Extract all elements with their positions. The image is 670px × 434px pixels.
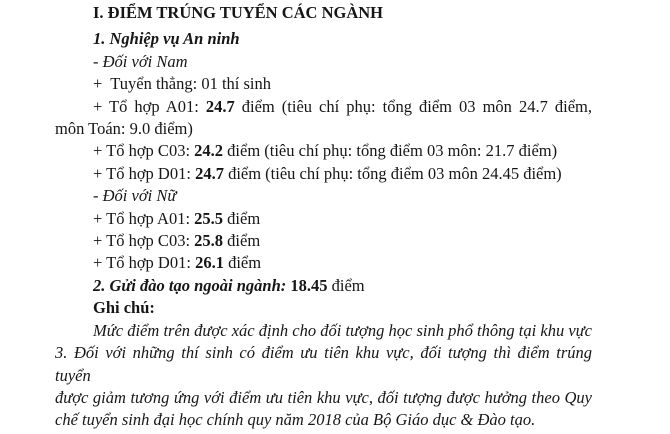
male-a01-line-1: [55, 96, 592, 118]
combo-prefix: + Tổ hợp D01:: [93, 163, 196, 183]
score-value: 24.7: [195, 163, 224, 183]
male-d01-line: [55, 163, 592, 185]
notes-heading: Ghi chú:: [93, 298, 155, 318]
combo-prefix: + Tổ hợp A01:: [93, 96, 206, 116]
combo-prefix: + Tổ hợp D01:: [93, 253, 196, 273]
line-suffix: điểm: [223, 253, 262, 273]
line-suffix: điểm: [223, 208, 261, 228]
section-2-heading: 2. Gửi đào tạo ngoài ngành:: [93, 275, 291, 295]
combo-prefix: + Tổ hợp C03:: [93, 141, 195, 161]
notes-line-3: được giảm tương ứng với điểm ưu tiên khu vực, đối tượng được hưởng theo Quy: [55, 387, 592, 407]
line-suffix: điểm: [327, 275, 365, 295]
male-c03-line: [55, 140, 592, 162]
female-c03-line: [55, 230, 592, 252]
female-a01-line: [55, 208, 592, 230]
score-value: 26.1: [195, 253, 224, 273]
combo-prefix: + Tổ hợp C03:: [93, 231, 195, 251]
score-value: 18.45: [290, 275, 328, 295]
notes-line-1: Mức điểm trên được xác định cho đối tượng học sinh phổ thông tại khu vực: [93, 320, 592, 340]
section-1-heading: 1. Nghiệp vụ An ninh: [93, 29, 240, 49]
score-value: 24.2: [194, 141, 224, 161]
line-suffix: điểm: [223, 231, 261, 251]
section-2-line: [55, 275, 592, 297]
line-suffix: điểm (tiêu chí phụ: tổng điểm 03 môn 24.7 điểm,: [234, 96, 593, 116]
notes-line-2: 3. Đối với những thí sinh có điểm ưu tiên khu vực, đối tượng thì điểm trúng tuyển: [55, 343, 592, 385]
line-suffix: điểm (tiêu chí phụ: tổng điểm 03 môn: 21.7 điểm): [223, 141, 558, 161]
male-label: - Đối với Nam: [93, 51, 188, 71]
score-value: 25.8: [194, 231, 224, 251]
combo-prefix: + Tổ hợp A01:: [93, 208, 195, 228]
score-value: 24.7: [205, 96, 235, 116]
line-suffix: điểm (tiêu chí phụ: tổng điểm 03 môn 24.45 điểm): [223, 163, 562, 183]
male-a01-line-2: môn Toán: 9.0 điểm): [55, 119, 193, 139]
document-title: I. ĐIỂM TRÚNG TUYỂN CÁC NGÀNH: [93, 3, 383, 22]
notes-paragraph: [55, 320, 592, 432]
notes-line-4: chế tuyển sinh đại học chính quy năm 2018 của Bộ Giáo dục & Đào tạo.: [55, 410, 536, 430]
direct-admission-line: + Tuyển thẳng: 01 thí sinh: [93, 74, 271, 94]
male-a01-paragraph: [55, 96, 592, 141]
female-d01-line: [55, 252, 592, 274]
female-label: - Đối với Nữ: [93, 186, 177, 206]
score-value: 25.5: [194, 208, 224, 228]
